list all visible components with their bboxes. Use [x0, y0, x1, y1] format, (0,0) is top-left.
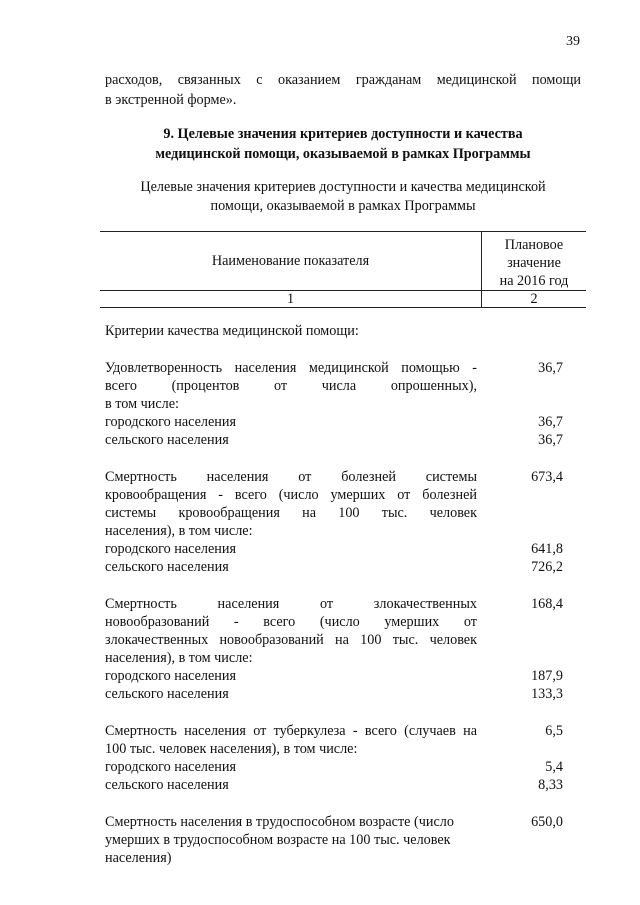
indicator-line: сельского населения: [105, 777, 229, 793]
indicator-line: новообразований - всего (число умерших от: [105, 614, 477, 630]
indicator-value: 650,0: [531, 814, 563, 830]
indicator-text: [105, 359, 477, 449]
header-planned-value-line-1: Плановое: [504, 237, 564, 253]
indicator-line: сельского населения: [105, 686, 229, 702]
indicator-value: 641,8: [531, 541, 563, 557]
indicator-value: [487, 631, 563, 649]
table-title-line-1: Целевые значения критериев доступности и качества медицинской: [140, 179, 546, 195]
indicator-value: [487, 504, 563, 522]
indicator-value: 6,5: [545, 723, 563, 739]
indicator-values: [487, 468, 563, 576]
indicator-block: [105, 359, 585, 449]
header-planned-value-line-3: на 2016 год: [499, 273, 569, 289]
criteria-table-header: [100, 231, 586, 308]
header-planned-value-line-2: значение: [507, 255, 561, 271]
indicator-value: [487, 522, 563, 540]
indicator-value: [487, 740, 563, 758]
indicator-line: населения): [105, 850, 172, 866]
indicator-line: сельского населения: [105, 559, 229, 575]
indicator-line: Удовлетворенность населения медицинской помощью -: [105, 360, 477, 376]
indicator-value: 187,9: [531, 668, 563, 684]
indicator-line: системы кровообращения на 100 тыс. человек: [105, 505, 477, 521]
indicator-line: кровообращения - всего (число умерших от болезней: [105, 487, 477, 503]
header-indicator-name: Наименование показателя: [100, 232, 482, 290]
indicator-line: всего (процентов от числа опрошенных),: [105, 378, 477, 394]
indicator-line: населения), в том числе:: [105, 650, 253, 666]
indicator-line: населения), в том числе:: [105, 523, 253, 539]
indicator-line: Смертность населения в трудоспособном возрасте (число: [105, 814, 454, 830]
indicator-line: городского населения: [105, 668, 236, 684]
header-planned-value: [482, 232, 586, 290]
indicator-value: [487, 486, 563, 504]
indicator-values: [487, 813, 563, 867]
indicator-line: 100 тыс. человек населения), в том числе:: [105, 741, 358, 757]
indicator-value: 8,33: [538, 777, 563, 793]
table-bottom-rule: [100, 307, 586, 308]
indicator-values: [487, 359, 563, 449]
indicator-values: [487, 722, 563, 794]
indicator-value: 673,4: [531, 469, 563, 485]
section-title-line-2: медицинской помощи, оказываемой в рамках Программы: [155, 146, 531, 162]
indicator-value: [487, 649, 563, 667]
indicator-value: [487, 849, 563, 867]
intro-line-1: расходов, связанных с оказанием гражданам медицинской помощи: [105, 72, 581, 88]
column-number-1: 1: [100, 291, 482, 307]
indicator-line: городского населения: [105, 759, 236, 775]
intro-paragraph: [105, 70, 581, 110]
indicator-text: [105, 813, 477, 867]
page-number: 39: [566, 34, 580, 49]
indicator-block: [105, 813, 585, 867]
indicator-line: Смертность населения от злокачественных: [105, 596, 477, 612]
section-title: [105, 124, 581, 164]
table-header-row: [100, 232, 586, 290]
indicator-line: умерших в трудоспособном возрасте на 100 тыс. человек: [105, 832, 451, 848]
indicator-value: [487, 377, 563, 395]
indicator-line: городского населения: [105, 414, 236, 430]
intro-line-2: в экстренной форме».: [105, 92, 237, 108]
indicator-line: злокачественных новообразований на 100 тыс. человек: [105, 632, 477, 648]
indicator-value: 5,4: [545, 759, 563, 775]
indicator-value: [487, 613, 563, 631]
indicator-value: 133,3: [531, 686, 563, 702]
indicator-block: [105, 595, 585, 703]
indicator-value: [487, 395, 563, 413]
section-title-line-1: 9. Целевые значения критериев доступности и качества: [163, 126, 523, 142]
criteria-heading: Критерии качества медицинской помощи:: [105, 323, 359, 339]
column-number-2: 2: [530, 291, 538, 307]
indicator-value: 726,2: [531, 559, 563, 575]
indicator-line: Смертность населения от болезней системы: [105, 469, 477, 485]
indicator-line: в том числе:: [105, 396, 179, 412]
indicator-value: [487, 831, 563, 849]
indicator-line: городского населения: [105, 541, 236, 557]
indicator-text: [105, 468, 477, 576]
criteria-blocks: [105, 359, 585, 867]
indicator-line: сельского населения: [105, 432, 229, 448]
table-column-numbers: [100, 291, 586, 307]
table-title: [105, 178, 581, 216]
indicator-text: [105, 595, 477, 703]
indicator-block: [105, 722, 585, 794]
indicator-values: [487, 595, 563, 703]
criteria-body: [105, 322, 585, 886]
indicator-value: 36,7: [538, 432, 563, 448]
table-title-line-2: помощи, оказываемой в рамках Программы: [210, 198, 476, 214]
indicator-block: [105, 468, 585, 576]
indicator-line: Смертность населения от туберкулеза - всего (случаев на: [105, 723, 477, 739]
indicator-value: 36,7: [538, 360, 563, 376]
indicator-value: 168,4: [531, 596, 563, 612]
indicator-text: [105, 722, 477, 794]
indicator-value: 36,7: [538, 414, 563, 430]
